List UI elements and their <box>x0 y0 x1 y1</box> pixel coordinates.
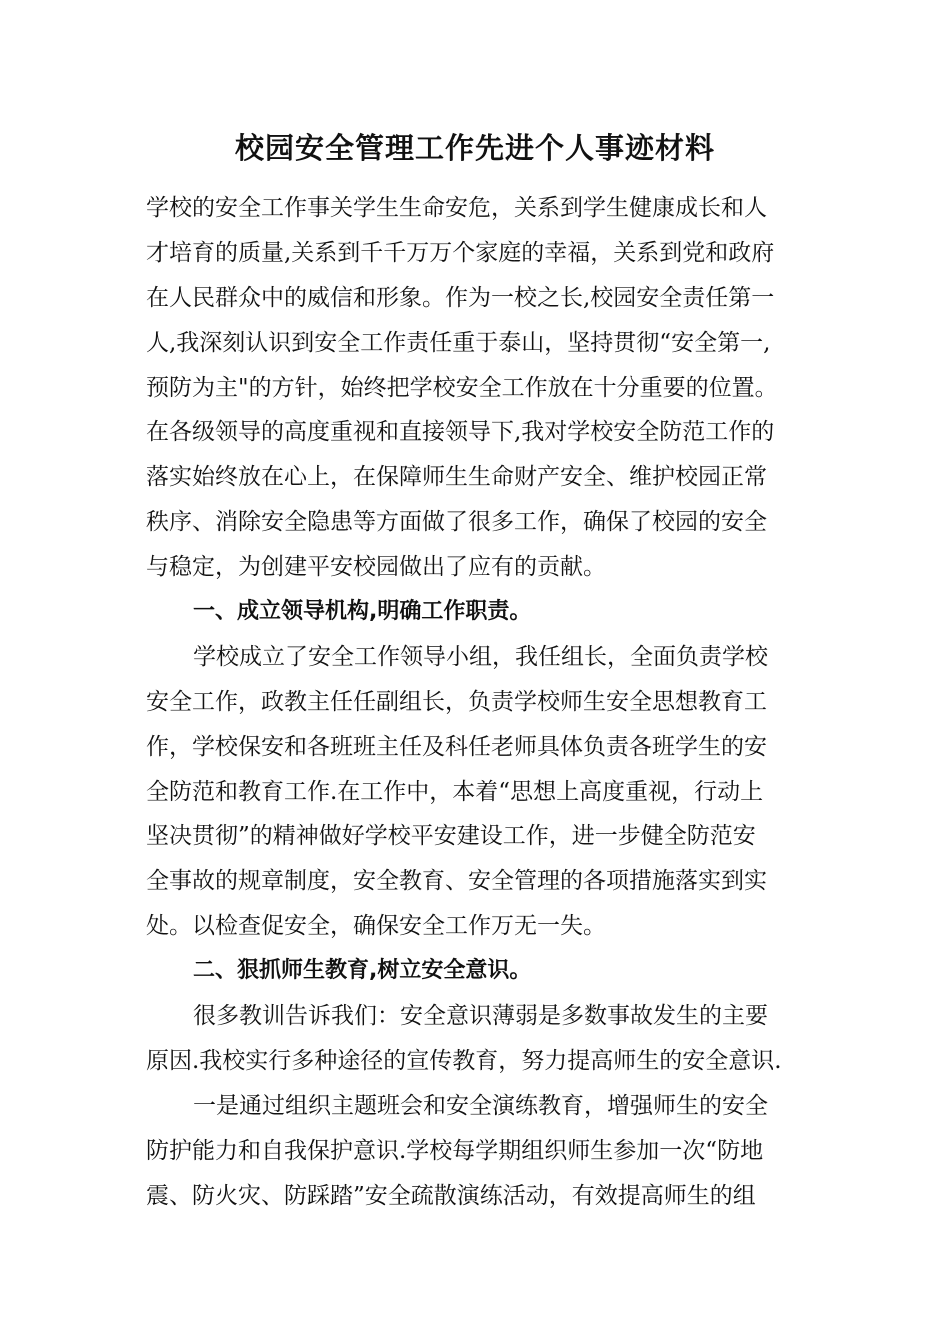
paragraph-line: 秩序、消除安全隐患等方面做了很多工作，确保了校园的安全 <box>146 509 767 536</box>
paragraph-line: 全事故的规章制度，安全教育、安全管理的各项措施落实到实 <box>146 868 767 895</box>
paragraph-line: 在各级领导的高度重视和直接领导下,我对学校安全防范工作的 <box>146 419 775 446</box>
document-body <box>146 186 806 1218</box>
paragraph-line: 与稳定，为创建平安校园做出了应有的贡献。 <box>146 554 606 581</box>
paragraph-line: 落实始终放在心上，在保障师生生命财产安全、维护校园正常 <box>146 464 767 491</box>
paragraph-line: 坚决贯彻”的精神做好学校平安建设工作，进一步健全防范安 <box>146 823 756 850</box>
paragraph-line: 很多教训告诉我们：安全意识薄弱是多数事故发生的主要 <box>193 1003 768 1030</box>
paragraph-line: 学校的安全工作事关学生生命安危，关系到学生健康成长和人 <box>146 195 767 221</box>
page-title: 校园安全管理工作先进个人事迹材料 <box>234 131 715 165</box>
section-heading: 一、成立领导机构,明确工作职责。 <box>193 599 532 625</box>
section-heading: 二、狠抓师生教育,树立安全意识。 <box>193 958 532 984</box>
paragraph-line: 预防为主"的方针，始终把学校安全工作放在十分重要的位置。 <box>146 374 778 401</box>
paragraph-line: 全防范和教育工作.在工作中，本着“思想上高度重视，行动上 <box>146 778 764 805</box>
paragraph-line: 学校成立了安全工作领导小组，我任组长，全面负责学校 <box>193 643 768 670</box>
paragraph-line: 防护能力和自我保护意识.学校每学期组织师生参加一次“防地 <box>146 1137 764 1164</box>
paragraph-line: 震、防火灾、防踩踏”安全疏散演练活动，有效提高师生的组 <box>146 1182 756 1209</box>
paragraph-line: 人,我深刻认识到安全工作责任重于泰山，坚持贯彻“安全第一, <box>146 329 771 356</box>
paragraph-line: 安全工作，政教主任任副组长，负责学校师生安全思想教育工 <box>146 688 767 715</box>
paragraph-line: 才培育的质量,关系到千千万万个家庭的幸福，关系到党和政府 <box>146 239 775 266</box>
paragraph-line: 原因.我校实行多种途径的宣传教育，努力提高师生的安全意识. <box>146 1047 782 1074</box>
paragraph-line: 一是通过组织主题班会和安全演练教育，增强师生的安全 <box>193 1092 768 1119</box>
paragraph-line: 在人民群众中的威信和形象。作为一校之长,校园安全责任第一 <box>146 284 775 311</box>
paragraph-line: 作，学校保安和各班班主任及科任老师具体负责各班学生的安 <box>146 733 767 760</box>
paragraph-line: 处。以检查促安全，确保安全工作万无一失。 <box>146 913 606 940</box>
